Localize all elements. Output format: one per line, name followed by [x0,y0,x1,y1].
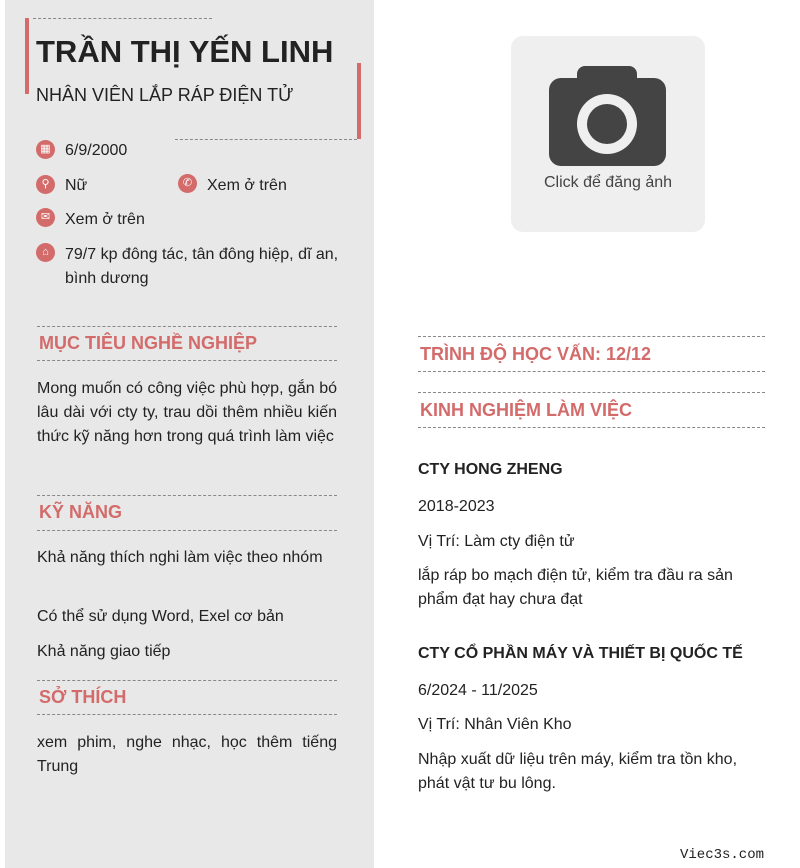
divider [37,680,337,681]
watermark: Viec3s.com [679,847,764,863]
skill-item[interactable]: Khả năng giao tiếp [37,643,171,660]
photo-upload-button[interactable] [511,36,705,232]
candidate-name[interactable]: TRẦN THỊ YẾN LINH [36,34,334,69]
gender-icon: ⚲ [36,175,55,194]
divider [37,326,337,327]
job-description[interactable]: Nhập xuất dữ liệu trên máy, kiểm tra tồn kho, phát vật tư bu lông. [418,751,738,792]
divider [418,371,765,372]
gender[interactable]: Nữ [65,177,88,194]
address[interactable]: 79/7 kp đông tác, tân đông hiệp, dĩ an, bình dương [65,246,339,287]
job-period[interactable]: 2018-2023 [418,498,495,515]
job-title[interactable]: NHÂN VIÊN LẮP RÁP ĐIỆN TỬ [36,85,294,105]
objective-heading: MỤC TIÊU NGHỀ NGHIỆP [39,333,258,353]
birthday[interactable]: 6/9/2000 [65,142,128,159]
camera-icon [549,66,666,166]
job-description[interactable]: lắp ráp bo mạch điện tử, kiểm tra đầu ra sản phẩm đạt hay chưa đạt [418,567,733,608]
divider [37,714,337,715]
hobbies-text[interactable]: xem phim, nghe nhạc, học thêm tiếng Trung [37,734,337,775]
divider [37,360,337,361]
skills-heading: KỸ NĂNG [39,502,123,522]
divider [175,139,357,140]
hobbies-heading: SỞ THÍCH [39,687,127,707]
education-heading[interactable]: TRÌNH ĐỘ HỌC VẤN: 12/12 [420,344,652,364]
divider [418,392,765,393]
divider [37,530,337,531]
skill-item[interactable]: Có thể sử dụng Word, Exel cơ bản [37,608,284,625]
divider [418,336,765,337]
job-position[interactable]: Vị Trí: Làm cty điện tử [418,533,575,550]
email[interactable]: Xem ở trên [65,211,145,228]
skill-item[interactable]: Khả năng thích nghi làm việc theo nhóm [37,549,323,566]
company-name[interactable]: CTY CỔ PHẦN MÁY VÀ THIẾT BỊ QUỐC TẾ [418,645,743,662]
home-icon: ⌂ [36,243,55,262]
job-position[interactable]: Vị Trí: Nhân Viên Kho [418,716,572,733]
job-period[interactable]: 6/2024 - 11/2025 [418,682,538,699]
phone-icon: ✆ [178,174,197,193]
experience-heading: KINH NGHIỆM LÀM VIỆC [420,400,633,420]
divider [33,18,212,19]
company-name[interactable]: CTY HONG ZHENG [418,461,563,478]
objective-text[interactable]: Mong muốn có công việc phù hợp, gắn bó lâu dài với cty ty, trau dồi thêm nhiều kiến thức kỹ năng hơn trong quá trình làm việc [37,380,337,445]
phone[interactable]: Xem ở trên [207,177,287,194]
divider [37,495,337,496]
email-icon: ✉ [36,208,55,227]
photo-label: Click để đăng ảnh [543,174,673,191]
divider [418,427,765,428]
accent-bar [25,18,29,94]
calendar-icon: ▦ [36,140,55,159]
accent-bar [357,63,361,139]
